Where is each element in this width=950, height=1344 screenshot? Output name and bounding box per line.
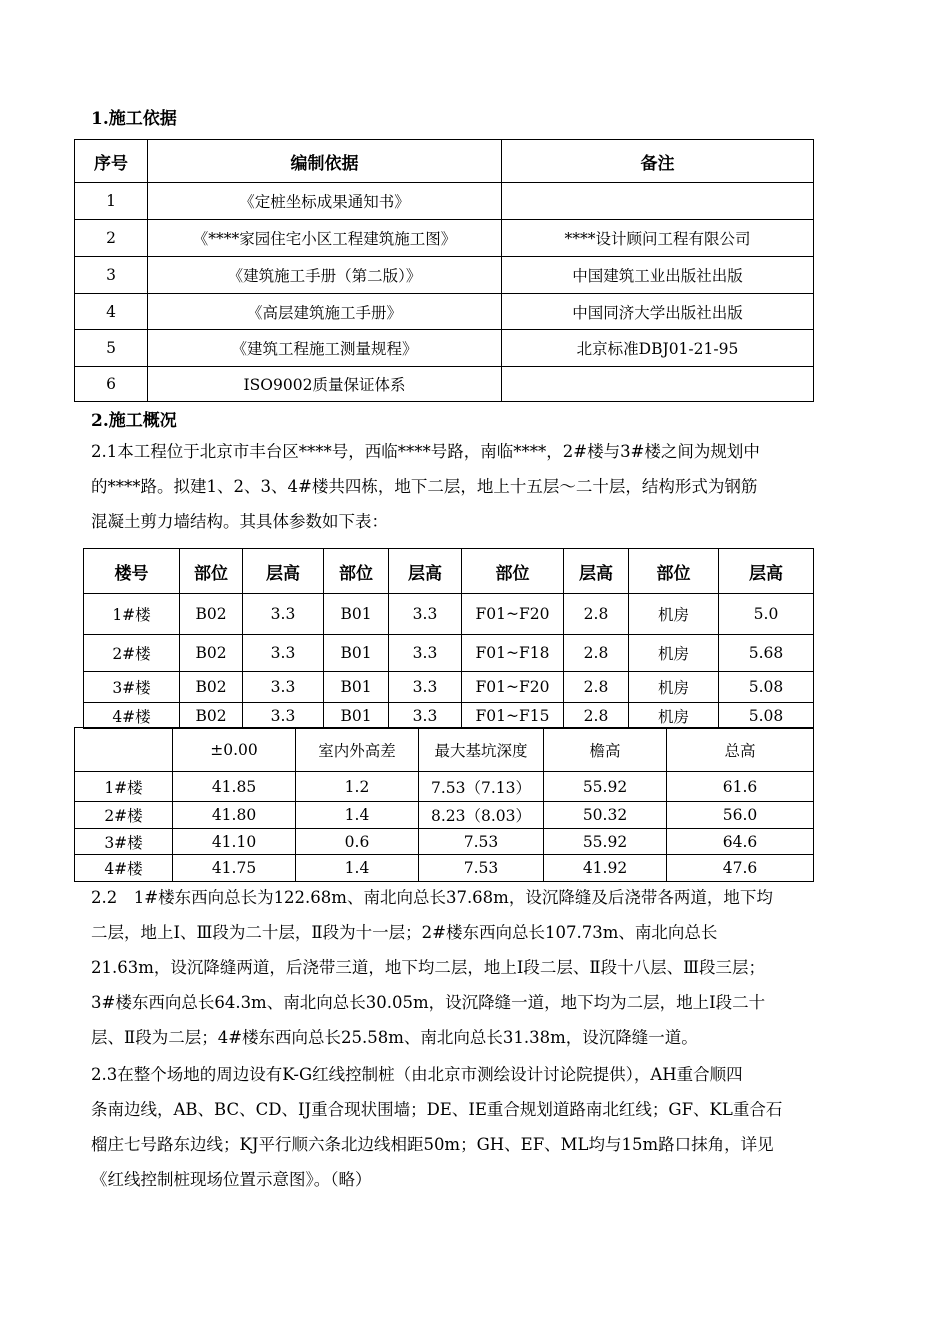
text-line: 《红线控制桩现场位置示意图》。（略） xyxy=(91,1170,372,1189)
table-row xyxy=(84,703,814,729)
floor-cell: 2.8 xyxy=(564,594,629,635)
section2-title: 2.施工概况 xyxy=(91,411,177,431)
table-row xyxy=(75,330,814,367)
floor-cell: B02 xyxy=(180,703,243,729)
basis-cell: ****设计顾问工程有限公司 xyxy=(502,220,814,257)
basis-cell: 《建筑施工手册（第二版）》 xyxy=(148,257,502,294)
floor-cell: 5.08 xyxy=(719,672,814,703)
elevation-cell: 56.0 xyxy=(667,802,814,829)
table-row xyxy=(84,672,814,703)
elevation-cell: 7.53 xyxy=(419,855,544,882)
floor-cell: 2.8 xyxy=(564,672,629,703)
elevation-cell: 1#楼 xyxy=(75,772,173,802)
floor-cell: B01 xyxy=(324,635,389,672)
floor-header: 部位 xyxy=(180,549,243,594)
floor-cell: 机房 xyxy=(629,672,719,703)
floor-cell: B01 xyxy=(324,594,389,635)
paragraph-2-3 xyxy=(91,1057,871,1197)
floor-cell: 2.8 xyxy=(564,703,629,729)
floor-cell: F01~F18 xyxy=(462,635,564,672)
basis-cell: 《高层建筑施工手册》 xyxy=(148,294,502,330)
floor-header: 层高 xyxy=(243,549,324,594)
text-line: 3#楼东西向总长64.3m、南北向总长30.05m，设沉降缝一道，地下均为二层，地上Ⅰ段二十 xyxy=(91,993,766,1012)
basis-table xyxy=(74,139,814,402)
basis-header: 备注 xyxy=(502,140,814,183)
floor-cell: 5.68 xyxy=(719,635,814,672)
table-row xyxy=(75,772,814,802)
text-line: 21.63m，设沉降缝两道，后浇带三道，地下均二层，地上Ⅰ段二层、Ⅱ段十八层、Ⅲ段三层； xyxy=(91,958,766,977)
floor-header: 部位 xyxy=(629,549,719,594)
floor-cell: 机房 xyxy=(629,594,719,635)
elevation-header: 檐高 xyxy=(544,728,667,772)
table-row xyxy=(75,802,814,829)
floor-cell: 3#楼 xyxy=(84,672,180,703)
table-row xyxy=(75,183,814,220)
elevation-header xyxy=(75,728,173,772)
floor-cell: 3.3 xyxy=(243,594,324,635)
elevation-cell: 41.92 xyxy=(544,855,667,882)
basis-cell: ISO9002质量保证体系 xyxy=(148,367,502,402)
elevation-cell: 64.6 xyxy=(667,829,814,855)
basis-cell: 6 xyxy=(75,367,148,402)
elevation-cell: 41.10 xyxy=(173,829,296,855)
elevation-cell: 41.75 xyxy=(173,855,296,882)
floor-header: 层高 xyxy=(564,549,629,594)
elevation-cell: 1.2 xyxy=(296,772,419,802)
table-row xyxy=(75,829,814,855)
floor-cell: 3.3 xyxy=(243,635,324,672)
elevation-cell: 2#楼 xyxy=(75,802,173,829)
floor-cell: F01~F20 xyxy=(462,672,564,703)
paragraph-2-1 xyxy=(91,434,871,539)
floor-cell: 2#楼 xyxy=(84,635,180,672)
elevation-cell: 55.92 xyxy=(544,772,667,802)
text-line: 的****路。拟建1、2、3、4#楼共四栋，地下二层，地上十五层～二十层，结构形式为钢筋 xyxy=(91,477,758,496)
table-row xyxy=(75,294,814,330)
floor-cell: B02 xyxy=(180,594,243,635)
elevation-cell: 7.53 xyxy=(419,829,544,855)
table-row xyxy=(75,367,814,402)
elevation-cell: 41.80 xyxy=(173,802,296,829)
elevation-cell: 55.92 xyxy=(544,829,667,855)
floor-cell: 3.3 xyxy=(243,703,324,729)
elevation-cell: 61.6 xyxy=(667,772,814,802)
table-row xyxy=(75,220,814,257)
floor-cell: 3.3 xyxy=(389,635,462,672)
text-line: 2.1本工程位于北京市丰台区****号，西临****号路，南临****，2#楼与3#楼之间为规划中 xyxy=(91,442,760,461)
floor-cell: 3.3 xyxy=(243,672,324,703)
basis-cell: 《建筑工程施工测量规程》 xyxy=(148,330,502,367)
basis-cell: 中国同济大学出版社出版 xyxy=(502,294,814,330)
floor-cell: 4#楼 xyxy=(84,703,180,729)
elevation-cell: 1.4 xyxy=(296,855,419,882)
elevation-cell: 50.32 xyxy=(544,802,667,829)
section1-title: 1.施工依据 xyxy=(91,109,177,129)
basis-cell: 4 xyxy=(75,294,148,330)
elevation-header: ±0.00 xyxy=(173,728,296,772)
elevation-cell: 7.53（7.13） xyxy=(419,772,544,802)
elevation-header: 总高 xyxy=(667,728,814,772)
floor-cell: 3.3 xyxy=(389,594,462,635)
floor-cell: 1#楼 xyxy=(84,594,180,635)
basis-cell: 5 xyxy=(75,330,148,367)
floor-cell: B01 xyxy=(324,703,389,729)
floor-cell: B01 xyxy=(324,672,389,703)
elevation-header: 最大基坑深度 xyxy=(419,728,544,772)
elevation-cell: 4#楼 xyxy=(75,855,173,882)
floor-cell: 3.3 xyxy=(389,703,462,729)
basis-cell: 1 xyxy=(75,183,148,220)
basis-cell: 《定桩坐标成果通知书》 xyxy=(148,183,502,220)
basis-cell: 3 xyxy=(75,257,148,294)
table-row xyxy=(84,594,814,635)
floor-cell: 机房 xyxy=(629,703,719,729)
floor-cell: 2.8 xyxy=(564,635,629,672)
elevation-cell: 1.4 xyxy=(296,802,419,829)
floor-cell: 3.3 xyxy=(389,672,462,703)
basis-header: 编制依据 xyxy=(148,140,502,183)
text-line: 层、Ⅱ段为二层；4#楼东西向总长25.58m、南北向总长31.38m，设沉降缝一道。 xyxy=(91,1028,698,1047)
floor-header: 楼号 xyxy=(84,549,180,594)
text-line: 2.3在整个场地的周边设有K-G红线控制桩（由北京市测绘设计讨论院提供），AH重合顺四 xyxy=(91,1065,743,1084)
basis-cell xyxy=(502,367,814,402)
table-row xyxy=(84,635,814,672)
text-line: 榴庄七号路东边线；KJ平行顺六条北边线相距50m；GH、EF、ML均与15m路口抹角，详见 xyxy=(91,1135,774,1154)
floor-header: 部位 xyxy=(462,549,564,594)
text-line: 2.2 1#楼东西向总长为122.68m、南北向总长37.68m，设沉降缝及后浇带各两道，地下均 xyxy=(91,888,773,907)
floor-header: 层高 xyxy=(389,549,462,594)
text-line: 条南边线，AB、BC、CD、IJ重合现状围墙；DE、IE重合规划道路南北红线；GF、KL重合石 xyxy=(91,1100,783,1119)
table-row xyxy=(75,257,814,294)
elevation-header: 室内外高差 xyxy=(296,728,419,772)
floor-height-table xyxy=(83,548,814,729)
basis-cell: 2 xyxy=(75,220,148,257)
basis-cell: 《****家园住宅小区工程建筑施工图》 xyxy=(148,220,502,257)
floor-cell: 5.0 xyxy=(719,594,814,635)
floor-cell: B02 xyxy=(180,672,243,703)
basis-cell: 中国建筑工业出版社出版 xyxy=(502,257,814,294)
elevation-cell: 3#楼 xyxy=(75,829,173,855)
elevation-cell: 47.6 xyxy=(667,855,814,882)
basis-cell xyxy=(502,183,814,220)
floor-cell: 5.08 xyxy=(719,703,814,729)
floor-cell: 机房 xyxy=(629,635,719,672)
elevation-cell: 8.23（8.03） xyxy=(419,802,544,829)
floor-header: 层高 xyxy=(719,549,814,594)
text-line: 二层，地上Ⅰ、Ⅲ段为二十层，Ⅱ段为十一层；2#楼东西向总长107.73m、南北向总长 xyxy=(91,923,718,942)
paragraph-2-2 xyxy=(91,880,871,1055)
table-row xyxy=(75,855,814,882)
elevation-cell: 0.6 xyxy=(296,829,419,855)
text-line: 混凝土剪力墙结构。其具体参数如下表： xyxy=(91,512,388,531)
basis-cell: 北京标准DBJ01-21-95 xyxy=(502,330,814,367)
basis-header: 序号 xyxy=(75,140,148,183)
floor-cell: F01~F15 xyxy=(462,703,564,729)
elevation-table xyxy=(74,727,814,882)
elevation-cell: 41.85 xyxy=(173,772,296,802)
floor-cell: B02 xyxy=(180,635,243,672)
floor-cell: F01~F20 xyxy=(462,594,564,635)
floor-header: 部位 xyxy=(324,549,389,594)
